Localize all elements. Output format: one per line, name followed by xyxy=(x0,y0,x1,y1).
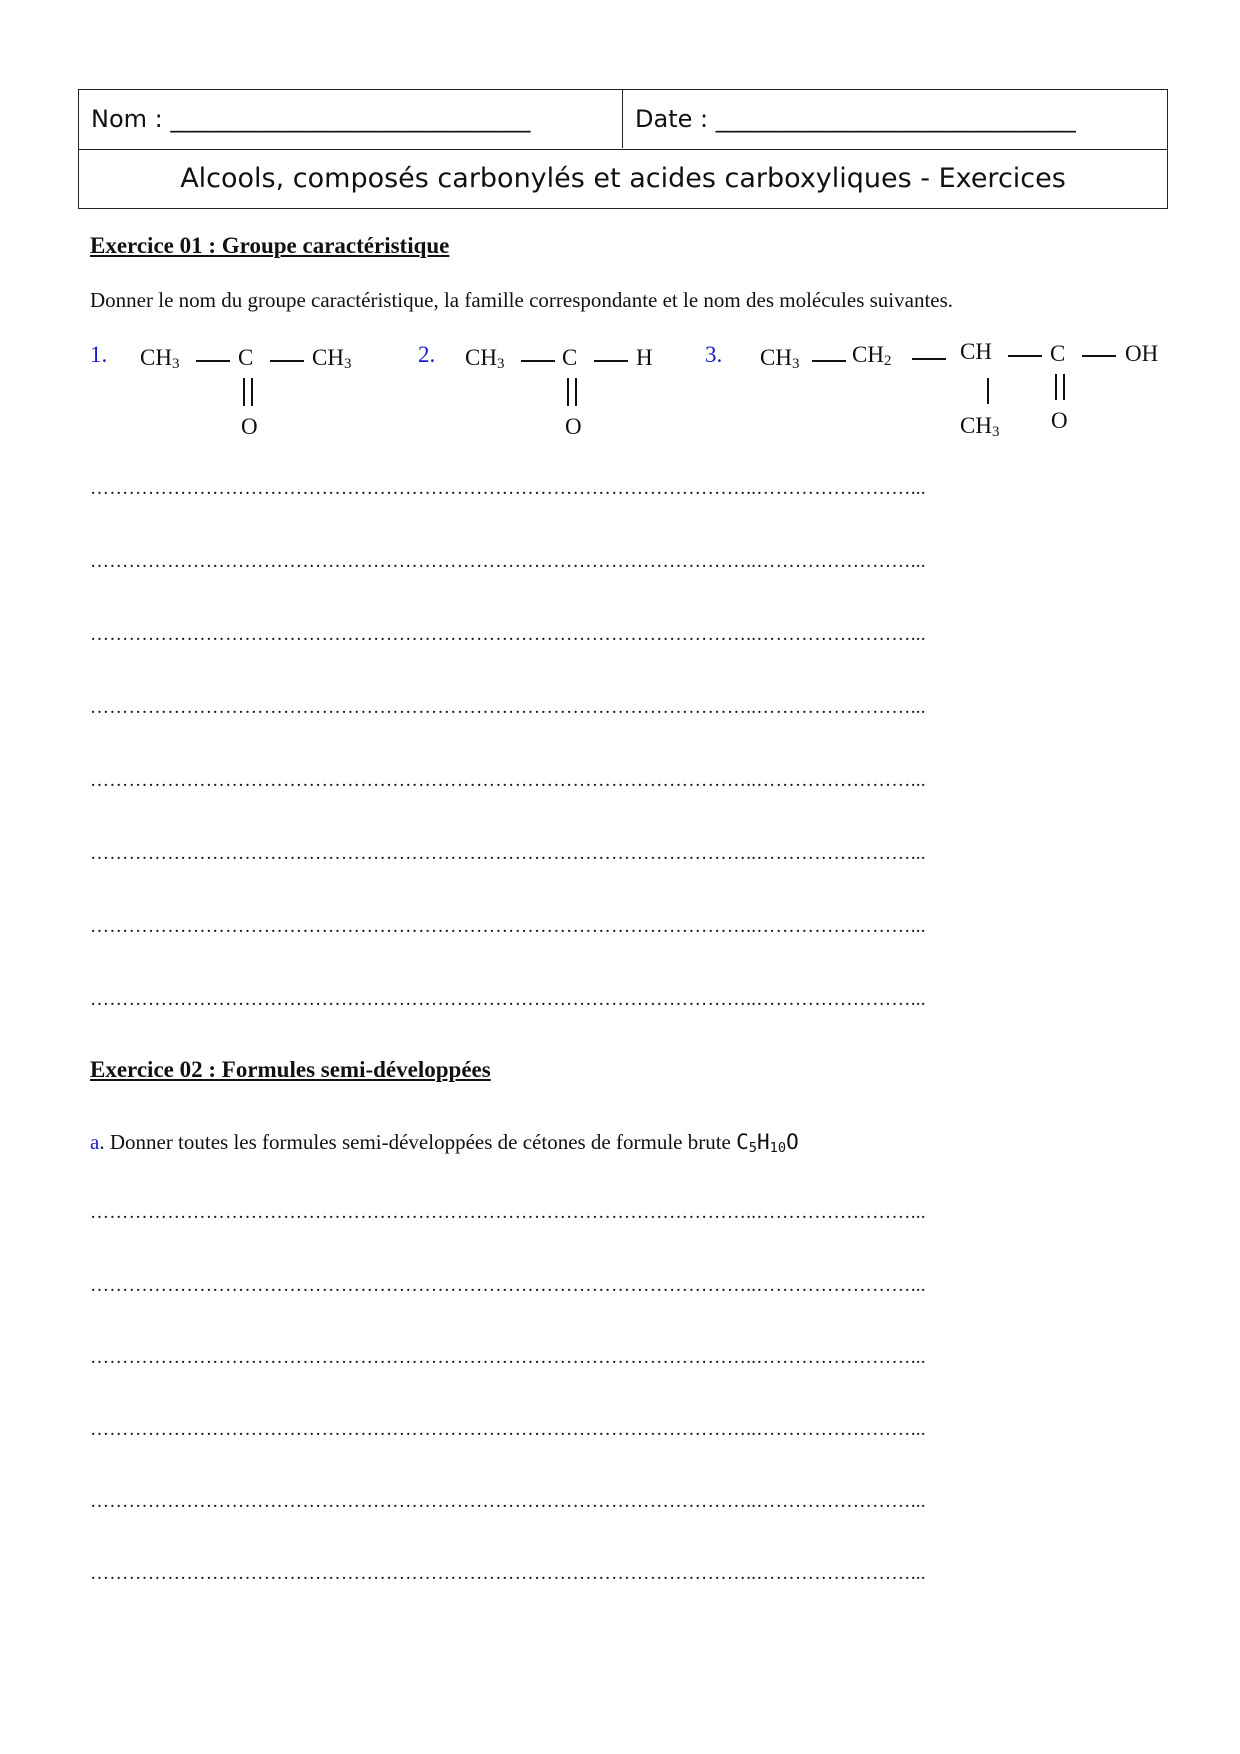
molecule3-bond xyxy=(812,360,846,362)
molecule2-carbon: C xyxy=(562,345,578,370)
answer-line[interactable]: …………………………………………………………………………………………..……………………... xyxy=(90,1491,926,1512)
page-title: Alcools, composés carbonylés et acides carboxyliques - Exercices xyxy=(180,163,1066,194)
molecule1-number: 1. xyxy=(90,342,108,367)
molecule3-carbon: C xyxy=(1050,341,1066,366)
name-field[interactable]: Nom : ______________________________ xyxy=(79,90,623,148)
answer-line[interactable]: …………………………………………………………………………………………..……………………... xyxy=(90,770,926,791)
header-row xyxy=(79,90,1167,150)
molecule3-oxygen: O xyxy=(1051,408,1068,433)
exercise1-title: Exercice 01 : Groupe caractéristique xyxy=(90,233,450,258)
molecule1-bond xyxy=(196,360,230,362)
molecule3-group-c: CH xyxy=(960,339,992,364)
molecule2-double-bond xyxy=(575,378,577,406)
molecule2-oxygen: O xyxy=(565,414,582,439)
item-letter: a xyxy=(90,1130,100,1154)
molecule2-double-bond xyxy=(567,378,569,406)
molecule1-right-group: $CH_3$ xyxy=(312,345,352,372)
answer-line[interactable]: …………………………………………………………………………………………..……………………... xyxy=(90,697,926,718)
answer-line[interactable]: …………………………………………………………………………………………..……………………... xyxy=(90,478,926,499)
molecule1-double-bond xyxy=(243,378,245,406)
exercise2-instruction: a. Donner toutes les formules semi-développées de cétones de formule brute $C_5H_{10}O$ xyxy=(90,1130,799,1156)
molecule3-bond xyxy=(912,358,946,360)
molecule2-bond xyxy=(521,360,555,362)
molecule2-left-group: $CH_3$ xyxy=(465,345,505,372)
answer-line[interactable]: …………………………………………………………………………………………..……………………... xyxy=(90,843,926,864)
molecule3-double-bond xyxy=(1063,374,1065,400)
date-field[interactable]: Date : ______________________________ xyxy=(635,105,1076,133)
molecule3-bond xyxy=(1008,355,1042,357)
molecule2-number: 2. xyxy=(418,342,436,367)
answer-line[interactable]: …………………………………………………………………………………………..……………………... xyxy=(90,1563,926,1584)
molecule3-group-b: $CH_2$ xyxy=(852,342,892,369)
molecule3-group-a: $CH_3$ xyxy=(760,345,800,372)
formula: $C_5H_{10}O$ xyxy=(736,1130,799,1156)
molecule1-carbon: C xyxy=(238,345,254,370)
header-table xyxy=(78,89,1168,209)
answer-line[interactable]: …………………………………………………………………………………………..……………………... xyxy=(90,1419,926,1440)
molecule3-double-bond xyxy=(1055,374,1057,400)
molecule3-bond xyxy=(1082,355,1116,357)
molecule2-hydrogen: H xyxy=(636,345,653,370)
molecule2-bond xyxy=(594,360,628,362)
answer-line[interactable]: …………………………………………………………………………………………..……………………... xyxy=(90,1275,926,1296)
molecule3-single-bond xyxy=(987,378,989,404)
answer-line[interactable]: …………………………………………………………………………………………..……………………... xyxy=(90,916,926,937)
answer-line[interactable]: …………………………………………………………………………………………..……………………... xyxy=(90,551,926,572)
exercise2-title: Exercice 02 : Formules semi-développées xyxy=(90,1057,491,1082)
exercise1-instruction: Donner le nom du groupe caractéristique, la famille correspondante et le nom des molécules suivantes. xyxy=(90,288,954,312)
answer-line[interactable]: …………………………………………………………………………………………..……………………... xyxy=(90,1202,926,1223)
molecule1-bond xyxy=(270,360,304,362)
molecule1-left-group: $CH_3$ xyxy=(140,345,180,372)
answer-line[interactable]: …………………………………………………………………………………………..……………………... xyxy=(90,989,926,1010)
answer-line[interactable]: …………………………………………………………………………………………..……………………... xyxy=(90,624,926,645)
molecule3-methyl: $CH_3$ xyxy=(960,413,1000,440)
molecule1-oxygen: O xyxy=(241,414,258,439)
molecule3-hydroxyl: OH xyxy=(1125,341,1159,366)
molecule1-double-bond xyxy=(251,378,253,406)
molecule3-number: 3. xyxy=(705,342,723,367)
answer-line[interactable]: …………………………………………………………………………………………..……………………... xyxy=(90,1347,926,1368)
